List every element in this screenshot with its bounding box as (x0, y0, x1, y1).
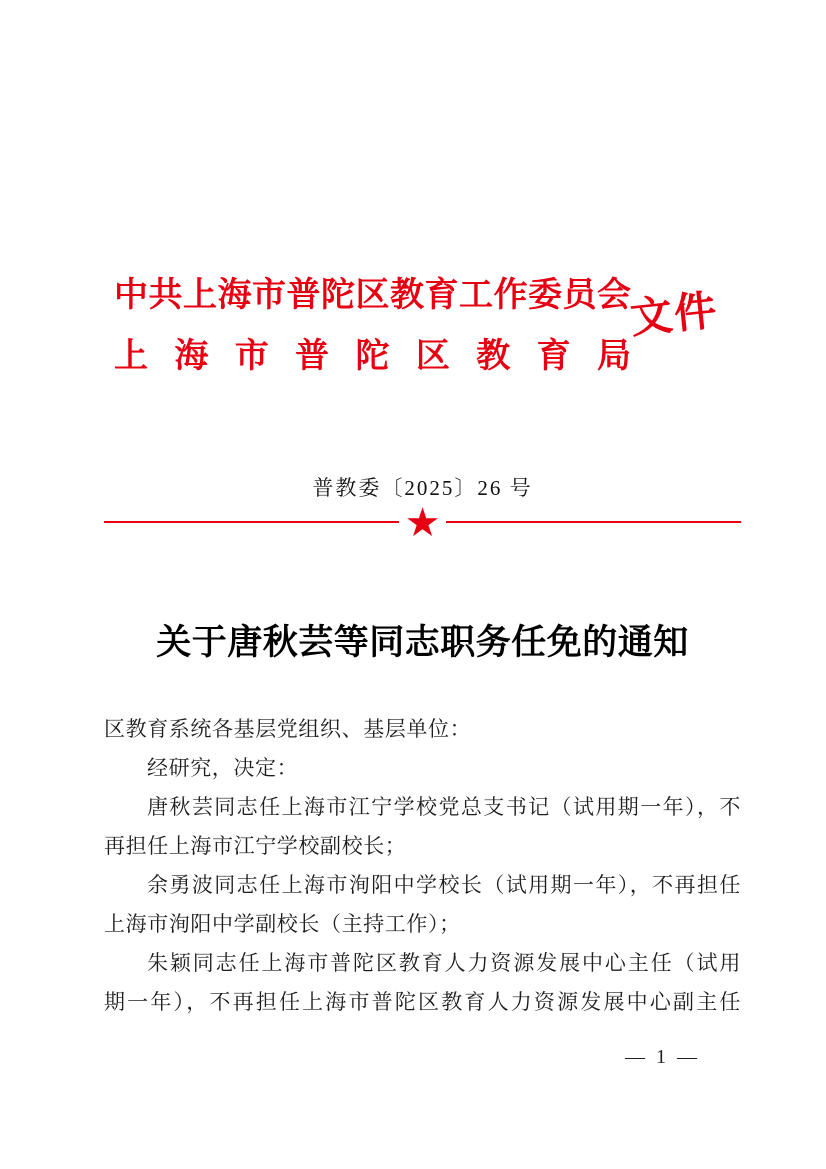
letterhead-org-line2: 上海市普陀区教育局 (114, 338, 631, 375)
body-text-line: 朱颖同志任上海市普陀区教育人力资源发展中心主任（试用 (147, 951, 741, 975)
letterhead-org-line1: 中共上海市普陀区教育工作委员会 (114, 277, 631, 314)
body-text-line: 唐秋芸同志任上海市江宁学校党总支书记（试用期一年），不 (147, 795, 741, 819)
red-divider (104, 501, 741, 543)
body-text-line: 期一年），不再担任上海市普陀区教育人力资源发展中心副主任 (104, 990, 741, 1014)
red-divider-line-left (104, 521, 399, 523)
reference-number: 普教委〔2025〕26 号 (312, 476, 533, 500)
body-text-line: 上海市洵阳中学副校长（主持工作）； (104, 912, 461, 936)
body-text-line: 再担任上海市江宁学校副校长； (104, 834, 407, 858)
body-text-line: 经研究，决定： (147, 756, 299, 780)
document-body (104, 710, 741, 1022)
letterhead-document-label: 文件 (628, 288, 721, 343)
red-divider-line-right (446, 521, 741, 523)
page-number: — 1 — (625, 1046, 700, 1068)
body-text-line: 区教育系统各基层党组织、基层单位： (104, 717, 472, 741)
body-text-line: 余勇波同志任上海市洵阳中学校长（试用期一年），不再担任 (147, 873, 741, 897)
star-icon: ★ (404, 500, 441, 545)
document-title: 关于唐秋芸等同志职务任免的通知 (156, 623, 689, 662)
